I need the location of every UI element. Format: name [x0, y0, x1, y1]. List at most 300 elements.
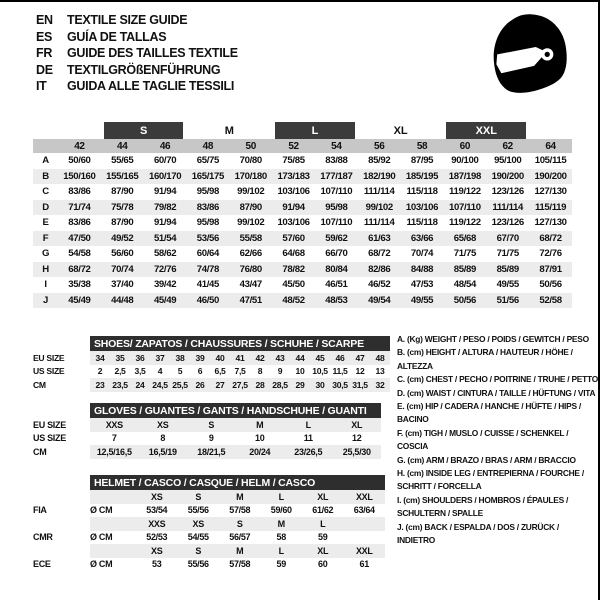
size-group-xxl: XXL [443, 122, 529, 139]
lang-title: GUIDE DES TAILLES TEXTILE [67, 46, 238, 60]
table-cell: 85/89 [453, 263, 476, 275]
table-cell: 70/74 [410, 248, 434, 260]
table-cell: 56 [373, 140, 385, 152]
table-cell: Ø CM [90, 505, 113, 516]
table-cell: 48/54 [453, 279, 476, 291]
lang-title: TEXTILGRÖßENFÜHRUNG [67, 62, 221, 77]
table-cell: A [42, 155, 49, 167]
table-cell: 58/62 [153, 248, 177, 260]
table-cell: 99/102 [237, 217, 265, 229]
table-cell: XS [136, 544, 178, 558]
legend-line: A. (Kg) WEIGHT / PESO / POIDS / GEWITCH / PESO [397, 334, 589, 344]
legend-line: D. (cm) WAIST / CINTURA / TAILLE / HÜFTUNG / VITA [397, 387, 596, 398]
table-cell: 48/53 [325, 294, 348, 306]
table-cell: 91/94 [282, 201, 305, 213]
table-cell: M [236, 418, 285, 432]
legend-line: F. (cm) TIGH / MUSLO / CUISSE / SCHENKEL / COSCIA [397, 427, 569, 452]
table-cell: 123/126 [491, 186, 524, 198]
table-cell: 53/56 [196, 232, 220, 244]
table-cell: FIA [33, 505, 47, 516]
table-cell: XL [302, 544, 344, 558]
table-cell: 190/200 [534, 170, 567, 182]
table-cell: 83/86 [196, 201, 220, 213]
table-cell: 165/175 [191, 170, 225, 182]
table-cell: 13 [375, 366, 385, 377]
table-cell: 59/62 [325, 232, 348, 244]
table-cell: 2,5 [114, 366, 126, 377]
table-cell: 127/130 [534, 217, 567, 229]
table-cell: 24,5 [150, 378, 170, 392]
helmet-header-spacer [33, 475, 90, 490]
table-cell: 107/110 [320, 186, 353, 198]
table-cell [90, 490, 136, 504]
table-cell: 18/21,5 [187, 445, 236, 459]
table-cell: 99/102 [237, 186, 265, 198]
table-cell: 46 [159, 140, 171, 152]
racing-helmet-icon [489, 10, 571, 107]
table-cell: 47/50 [68, 232, 91, 244]
table-cell: 8 [257, 366, 263, 377]
table-cell: 160/170 [148, 170, 182, 182]
table-cell: 45/49 [68, 294, 91, 306]
table-cell: 57/60 [282, 232, 305, 244]
size-group-row [33, 122, 572, 139]
table-cell: 90/100 [451, 155, 479, 167]
helmet-table [33, 475, 385, 571]
table-cell: 45/50 [282, 279, 305, 291]
table-cell: 87/90 [111, 217, 134, 229]
table-cell: 115/119 [534, 201, 567, 213]
table-cell: 25,5 [170, 378, 190, 392]
table-cell: 42 [250, 351, 270, 365]
table-cell: 23 [90, 378, 110, 392]
table-row [33, 544, 385, 558]
table-cell: 85/89 [496, 263, 519, 275]
table-cell: 48 [202, 140, 214, 152]
gloves-header: GLOVES / GUANTES / GANTS / HANDSCHUHE / GUANTI [90, 403, 381, 418]
table-cell: 155/165 [106, 170, 139, 182]
table-row [33, 445, 381, 459]
table-cell: 55/56 [187, 559, 209, 570]
table-cell: B [42, 170, 49, 182]
table-cell: 50/56 [453, 294, 476, 306]
gloves-section [33, 403, 381, 459]
size-group-spacer [529, 122, 572, 139]
table-cell: 170/180 [234, 170, 267, 182]
table-row [33, 490, 385, 504]
table-cell: 71/75 [453, 248, 476, 260]
table-cell: 78/82 [282, 263, 305, 275]
lang-row-de [36, 62, 238, 79]
table-cell: 50/60 [68, 155, 91, 167]
table-row [33, 531, 385, 545]
table-cell: 32 [370, 378, 390, 392]
table-row [33, 277, 572, 293]
table-cell: E [42, 217, 49, 229]
table-cell: 48 [370, 351, 390, 365]
table-cell: 68/72 [68, 263, 91, 275]
legend-line: E. (cm) HIP / CADERA / HANCHE / HÜFTE / HIPS / BACINO [397, 401, 581, 425]
shoes-body [33, 351, 390, 392]
table-row [33, 200, 572, 216]
table-cell: 115/118 [406, 186, 438, 198]
table-cell: 182/190 [363, 170, 396, 182]
table-cell: 58 [416, 140, 428, 152]
table-row [33, 365, 390, 379]
table-cell: 41/45 [196, 279, 220, 291]
table-cell: 49/55 [496, 279, 519, 291]
table-cell: M [219, 490, 261, 504]
table-cell: 57/58 [229, 559, 251, 570]
table-cell: 50/56 [539, 279, 562, 291]
table-row [33, 418, 381, 432]
table-cell: 60/70 [153, 155, 177, 167]
lang-row-es [36, 29, 238, 46]
table-cell: 55/56 [187, 505, 209, 516]
table-cell: 46/52 [368, 279, 391, 291]
table-cell: XL [302, 490, 344, 504]
table-cell: 12,5/16,5 [90, 445, 139, 459]
table-cell: XXS [90, 418, 139, 432]
size-group-s: S [101, 122, 187, 139]
table-cell: 103/106 [405, 201, 439, 213]
lang-code: EN [36, 13, 53, 27]
table-cell: 39 [190, 351, 210, 365]
table-cell: 11,5 [332, 366, 348, 377]
gloves-header-spacer [33, 403, 90, 418]
table-cell: M [261, 517, 303, 531]
table-row [33, 351, 390, 365]
legend-line: C. (cm) CHEST / PECHO / POITRINE / TRUHE / PETTO [397, 374, 598, 385]
table-cell: 87/91 [539, 263, 562, 275]
table-row [33, 262, 572, 278]
table-cell: S [178, 544, 220, 558]
helmet-body [33, 490, 385, 571]
table-cell: 103/106 [277, 217, 310, 229]
table-cell: 63/64 [353, 505, 375, 516]
table-cell: 62 [502, 140, 513, 152]
lang-title: GUIDA ALLE TAGLIE TESSILI [67, 79, 235, 93]
table-cell: 45 [310, 351, 330, 365]
table-cell: 71/75 [496, 248, 519, 260]
table-cell: CM [33, 379, 46, 390]
table-cell: 83/88 [325, 155, 348, 167]
table-cell [90, 544, 136, 558]
table-cell: 23,5 [110, 378, 130, 392]
table-cell: EU SIZE [33, 419, 66, 430]
table-cell [33, 517, 90, 531]
table-row [33, 184, 572, 200]
table-cell: 56/60 [111, 248, 134, 260]
table-cell: 47/51 [239, 294, 262, 306]
table-cell: 54 [331, 140, 342, 152]
helmet-section [33, 475, 385, 571]
table-row [33, 432, 381, 446]
table-cell: 119/122 [449, 217, 481, 229]
table-cell: 95/98 [196, 186, 220, 198]
table-cell: 29 [290, 378, 310, 392]
gloves-body [33, 418, 381, 459]
table-cell: 150/160 [63, 170, 96, 182]
numeric-size-row [33, 139, 572, 153]
table-cell: 8 [160, 433, 166, 444]
table-cell: 28,5 [270, 378, 290, 392]
table-cell: 49/55 [410, 294, 434, 306]
table-cell: US SIZE [33, 366, 65, 377]
table-cell: XXS [136, 517, 178, 531]
table-cell: 10 [295, 366, 305, 377]
table-cell: 87/90 [239, 201, 262, 213]
table-cell: 37 [150, 351, 170, 365]
table-cell: 46 [330, 351, 350, 365]
table-cell: 38 [170, 351, 190, 365]
table-cell: 66/70 [325, 248, 348, 260]
table-cell: 55/65 [111, 155, 134, 167]
table-row [33, 293, 572, 309]
table-cell: 52 [288, 140, 299, 152]
table-cell: 35 [110, 351, 130, 365]
table-cell: 31,5 [350, 378, 370, 392]
table-cell: XL [333, 418, 382, 432]
table-cell: EU SIZE [33, 352, 65, 363]
table-cell: 44 [117, 140, 128, 152]
table-cell: 70/74 [111, 263, 134, 275]
table-cell: ECE [33, 559, 51, 570]
table-cell: 85/92 [368, 155, 391, 167]
table-cell: 68/72 [539, 232, 562, 244]
table-cell: 64 [545, 140, 556, 152]
table-cell: 127/130 [534, 186, 567, 198]
table-cell: 20/24 [236, 445, 285, 459]
table-cell: 70/80 [239, 155, 262, 167]
table-cell: 25,5/30 [333, 445, 382, 459]
table-cell: S [219, 517, 261, 531]
lang-code: ES [36, 29, 53, 44]
table-row [33, 169, 572, 185]
table-cell: 80/84 [325, 263, 348, 275]
table-cell: 6 [197, 366, 203, 377]
table-cell: 185/195 [405, 170, 439, 182]
table-cell: 82/86 [368, 263, 391, 275]
table-cell: 79/82 [153, 201, 177, 213]
table-cell: 48/52 [282, 294, 305, 306]
table-cell: US SIZE [33, 433, 66, 444]
table-cell: 12 [355, 366, 365, 377]
table-cell: 61/63 [368, 232, 391, 244]
table-row [33, 558, 385, 572]
table-cell: 60 [318, 559, 328, 570]
table-cell: S [187, 418, 236, 432]
table-cell: 36 [130, 351, 150, 365]
table-cell: 54/58 [68, 248, 91, 260]
table-cell: 107/110 [449, 201, 481, 213]
table-cell: 47/53 [410, 279, 434, 291]
table-cell [33, 490, 90, 504]
table-cell: Ø CM [90, 532, 113, 543]
table-cell: J [43, 294, 48, 306]
table-cell: 5 [177, 366, 183, 377]
table-cell: 111/114 [492, 201, 524, 213]
table-cell: L [261, 544, 303, 558]
table-cell: 9 [277, 366, 283, 377]
table-cell: G [41, 248, 50, 260]
table-cell: 107/110 [320, 217, 353, 229]
table-cell: 27 [210, 378, 230, 392]
table-cell: 187/198 [448, 170, 481, 182]
table-cell: 87/95 [410, 155, 434, 167]
table-cell: 60 [459, 140, 471, 152]
table-cell: 26 [190, 378, 210, 392]
table-cell: 4 [157, 366, 163, 377]
table-cell: 83/86 [68, 186, 91, 198]
table-cell: 103/106 [277, 186, 310, 198]
table-cell: 177/187 [320, 170, 353, 182]
table-cell: 91/94 [153, 217, 177, 229]
table-cell: 46/51 [325, 279, 348, 291]
table-cell: 72/76 [153, 263, 177, 275]
helmet-header: HELMET / CASCO / CASQUE / HELM / CASCO [90, 475, 385, 490]
table-cell: 67/70 [496, 232, 519, 244]
table-cell: 63/66 [410, 232, 434, 244]
lang-code: DE [36, 62, 53, 77]
table-cell: 3,5 [134, 366, 146, 377]
table-cell: 57/58 [229, 505, 251, 516]
table-row [33, 215, 572, 231]
table-cell: 49/52 [111, 232, 134, 244]
shoes-section [33, 336, 390, 392]
size-group-spacer [33, 122, 101, 139]
gloves-header-row [33, 403, 381, 418]
table-cell: 59 [276, 559, 286, 570]
table-cell: XXL [344, 544, 386, 558]
lang-code: FR [36, 46, 53, 60]
measurement-legend [397, 333, 599, 548]
table-cell [90, 517, 136, 531]
table-cell: 115/118 [406, 217, 438, 229]
table-cell: 44 [290, 351, 310, 365]
shoes-header: SHOES/ ZAPATOS / CHAUSSURES / SCHUHE / SCARPE [90, 336, 390, 351]
lang-row-it [36, 78, 238, 95]
gloves-table [33, 403, 381, 459]
lang-code: IT [36, 79, 47, 93]
table-cell: 58 [276, 532, 286, 543]
table-cell: C [42, 186, 49, 198]
table-cell: 53 [152, 559, 162, 570]
table-cell: L [302, 517, 344, 531]
table-cell: 95/100 [494, 155, 522, 167]
table-cell: 75/78 [111, 201, 134, 213]
table-cell: 68/72 [368, 248, 391, 260]
table-cell: CMR [33, 532, 53, 543]
table-cell [344, 517, 386, 531]
table-cell: 87/90 [111, 186, 134, 198]
table-cell: 30 [310, 378, 330, 392]
table-cell: 52/53 [146, 532, 168, 543]
table-cell: 47 [350, 351, 370, 365]
table-cell: D [42, 201, 49, 213]
table-row [33, 231, 572, 247]
table-cell: 12 [352, 433, 362, 444]
table-cell: 28 [250, 378, 270, 392]
table-cell: XS [136, 490, 178, 504]
table-cell: 45/49 [153, 294, 177, 306]
table-cell: I [44, 279, 47, 291]
table-cell: 10,5 [312, 366, 328, 377]
table-cell: 111/114 [363, 186, 395, 198]
table-cell: 40 [210, 351, 230, 365]
shoes-table [33, 336, 390, 392]
table-cell: 49/54 [368, 294, 391, 306]
table-cell: 52/58 [539, 294, 562, 306]
table-cell: 23/26,5 [284, 445, 333, 459]
table-cell: 7,5 [234, 366, 246, 377]
table-cell: 173/183 [277, 170, 310, 182]
table-cell: 7 [111, 433, 117, 444]
table-cell: 75/85 [282, 155, 305, 167]
table-row [33, 378, 390, 392]
table-cell: 61 [359, 559, 369, 570]
size-group-l: L [272, 122, 358, 139]
table-cell: 61/62 [312, 505, 334, 516]
table-cell: H [42, 263, 49, 275]
table-cell: 72/76 [539, 248, 562, 260]
table-cell: 46/50 [196, 294, 220, 306]
table-cell: CM [33, 446, 47, 457]
lang-title: GUÍA DE TALLAS [67, 29, 167, 44]
table-cell: 65/75 [196, 155, 220, 167]
helmet-header-row [33, 475, 385, 490]
table-cell: XS [139, 418, 188, 432]
table-cell: 16,5/19 [139, 445, 188, 459]
table-cell: 95/98 [325, 201, 348, 213]
table-cell: 84/88 [410, 263, 434, 275]
table-cell: 74/78 [196, 263, 220, 275]
shoes-header-spacer [33, 336, 90, 351]
table-cell: 55/58 [239, 232, 262, 244]
table-row [33, 153, 572, 169]
table-cell: F [42, 232, 49, 244]
legend-line: J. (cm) BACK / ESPALDA / DOS / ZURÜCK / INDIETRO [397, 521, 559, 546]
table-cell: 53/54 [146, 505, 168, 516]
table-cell: 10 [255, 433, 265, 444]
table-cell: 35/38 [68, 279, 91, 291]
lang-row-fr [36, 45, 238, 62]
table-cell: 44/48 [111, 294, 134, 306]
table-row [33, 504, 385, 518]
table-cell: Ø CM [90, 559, 113, 570]
table-cell: 56/57 [229, 532, 251, 543]
legend-line: G. (cm) ARM / BRAZO / BRAS / ARM / BRACCIO [397, 454, 576, 465]
table-cell: 83/86 [68, 217, 91, 229]
table-cell: 54/55 [187, 532, 209, 543]
language-title-block [36, 12, 238, 95]
table-cell: 190/200 [491, 170, 524, 182]
table-cell: 39/42 [153, 279, 177, 291]
table-cell: 65/68 [453, 232, 476, 244]
table-cell: 27,5 [230, 378, 250, 392]
table-cell: 51/56 [496, 294, 519, 306]
legend-line: H. (cm) INSIDE LEG / ENTREPIERNA / FOURCHE / SCHRITT / FORCELLA [397, 468, 584, 492]
table-cell: 59 [318, 532, 328, 543]
table-cell: 50 [245, 140, 256, 152]
table-cell: 95/98 [196, 217, 220, 229]
table-cell: XS [178, 517, 220, 531]
table-cell: 9 [208, 433, 214, 444]
table-cell: L [284, 418, 333, 432]
table-cell: 119/122 [449, 186, 481, 198]
table-cell: 51/54 [153, 232, 177, 244]
table-cell: XXL [344, 490, 386, 504]
